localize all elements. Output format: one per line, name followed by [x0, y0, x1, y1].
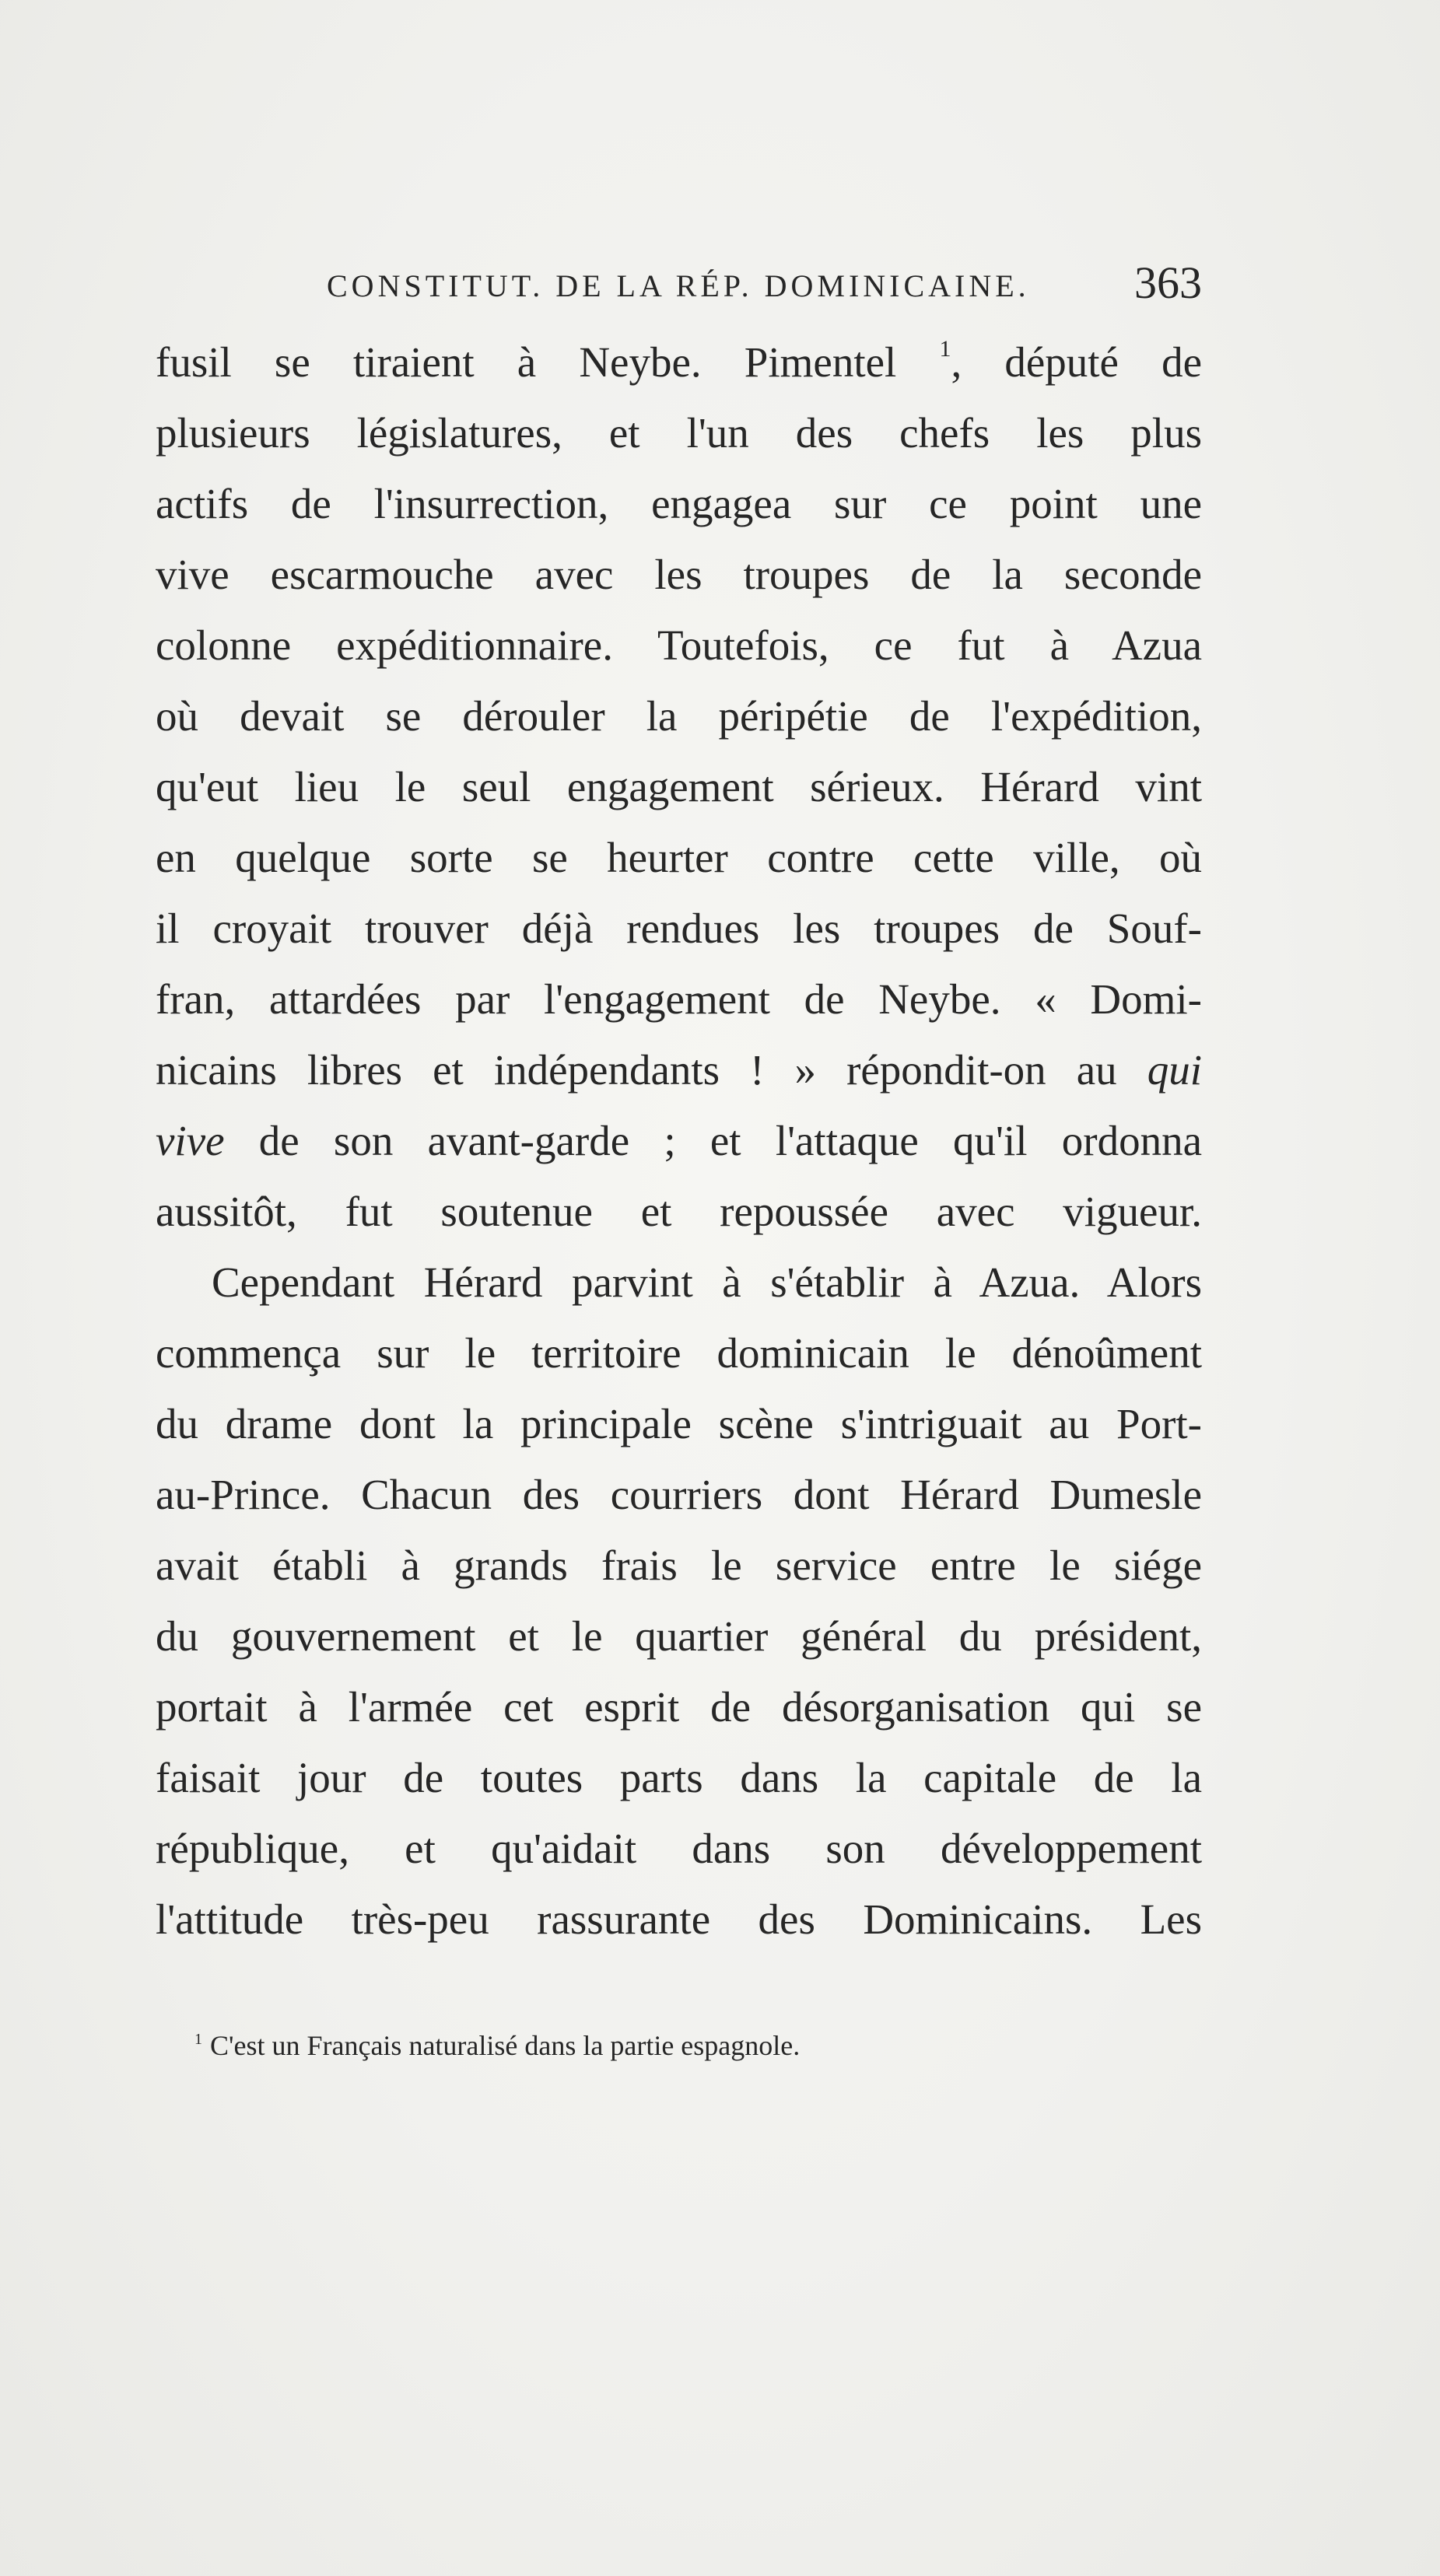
text-line: du gouvernement et le quartier général du président,: [156, 1612, 1202, 1660]
text-line: portait à l'armée cet esprit de désorganisation qui se: [156, 1683, 1202, 1731]
text-line: avait établi à grands frais le service entre le siége: [156, 1542, 1202, 1589]
text-line: il croyait trouver déjà rendues les troupes de Souf-: [156, 905, 1202, 952]
text-line: république, et qu'aidait dans son développement: [156, 1825, 1202, 1872]
text-line: au-Prince. Chacun des courriers dont Hérard Dumesle: [156, 1471, 1202, 1518]
footnote: [194, 2026, 972, 2065]
text-line: plusieurs législatures, et l'un des chefs les plus: [156, 409, 1202, 457]
page-header: [327, 257, 1202, 327]
text-line: commença sur le territoire dominicain le dénoûment: [156, 1329, 1202, 1377]
text-line: vive escarmouche avec les troupes de la seconde: [156, 551, 1202, 598]
footnote-text: C'est un Français naturalisé dans la partie espagnole.: [210, 2030, 801, 2061]
text-line: qu'eut lieu le seul engagement sérieux. Hérard vint: [156, 763, 1202, 810]
text-line: en quelque sorte se heurter contre cette ville, où: [156, 834, 1202, 881]
text-line: où devait se dérouler la péripétie de l'expédition,: [156, 692, 1202, 740]
text-line: actifs de l'insurrection, engagea sur ce point une: [156, 480, 1202, 527]
text-line: fusil se tiraient à Neybe. Pimentel $^1$, député de: [156, 336, 1202, 386]
text-line: faisait jour de toutes parts dans la capitale de la: [156, 1754, 1202, 1801]
text-line: vive de son avant-garde ; et l'attaque qu'il ordonna: [156, 1117, 1202, 1164]
page-number: 363: [1134, 257, 1202, 308]
footnote-reference: 1: [939, 336, 951, 362]
body-text: [156, 327, 1202, 1955]
text-line: du drame dont la principale scène s'intriguait au Port-: [156, 1400, 1202, 1447]
running-title: CONSTITUT. DE LA RÉP. DOMINICAINE.: [327, 268, 1030, 303]
text-line: Cependant Hérard parvint à s'établir à Azua. Alors: [212, 1258, 1202, 1306]
text-line: fran, attardées par l'engagement de Neybe. « Domi-: [156, 975, 1202, 1023]
text-line: nicains libres et indépendants ! » répondit-on au qui: [156, 1046, 1202, 1094]
footnote-marker: 1: [194, 2031, 202, 2048]
italic-text: qui: [1147, 1046, 1202, 1094]
text-line: l'attitude très-peu rassurante des Dominicains. Les: [156, 1895, 1202, 1943]
italic-text: vive: [156, 1117, 225, 1164]
text-line: colonne expéditionnaire. Toutefois, ce fut à Azua: [156, 621, 1202, 669]
text-line: aussitôt, fut soutenue et repoussée avec vigueur.: [156, 1188, 1202, 1235]
